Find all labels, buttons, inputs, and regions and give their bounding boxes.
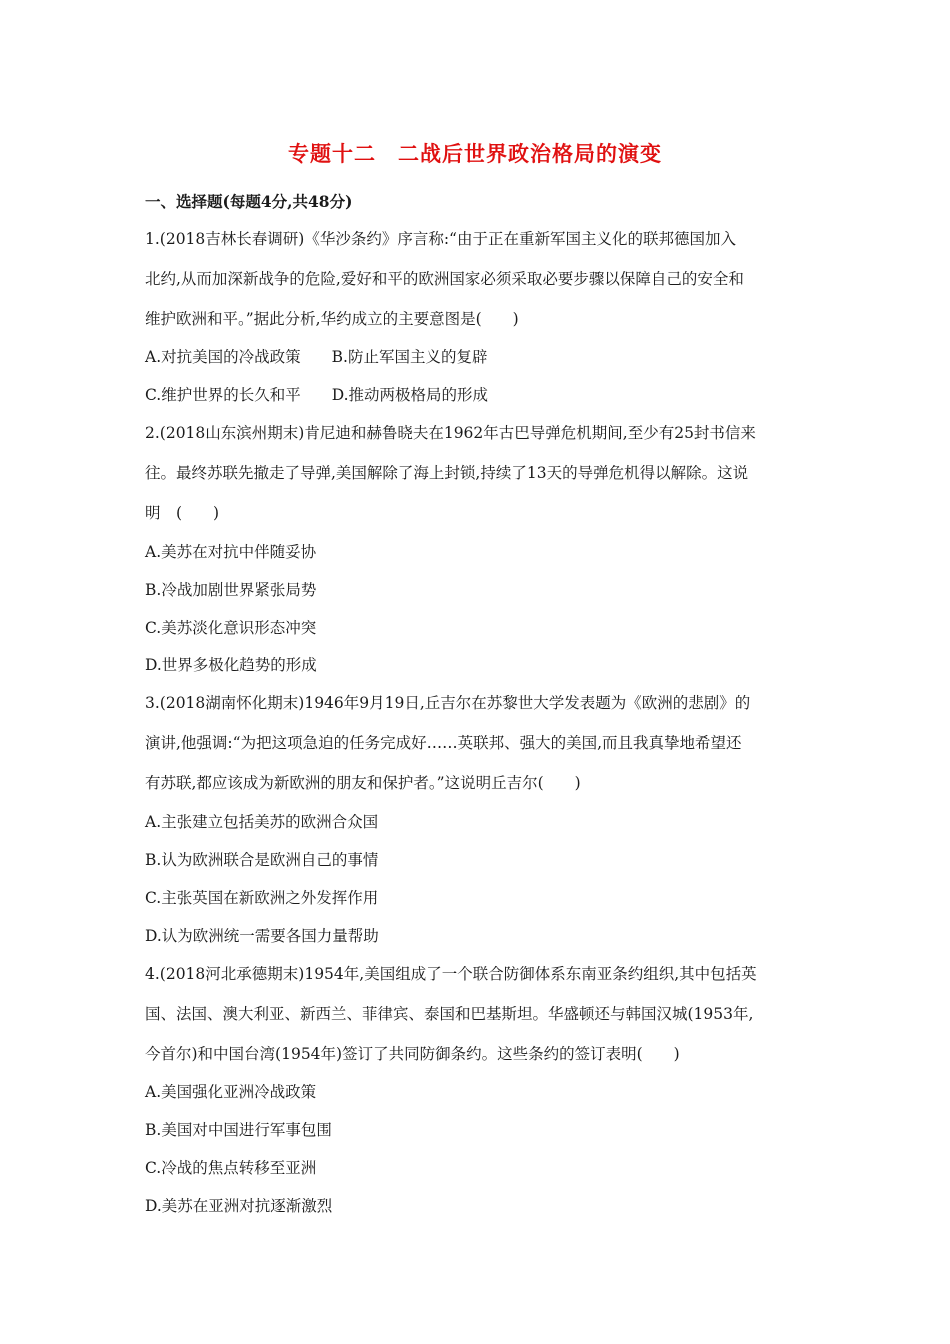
section-heading: 一、选择题(每题4分,共48分) xyxy=(145,192,353,211)
question-1-options-cd: C.维护世界的长久和平 D.推动两极格局的形成 xyxy=(145,386,489,404)
question-2-option-c: C.美苏淡化意识形态冲突 xyxy=(145,619,317,637)
question-2-line-2: 往。最终苏联先撤走了导弹,美国解除了海上封锁,持续了13天的导弹危机得以解除。这说 xyxy=(145,464,749,482)
question-4-line-2: 国、法国、澳大利亚、新西兰、菲律宾、泰国和巴基斯坦。华盛顿还与韩国汉城(1953年, xyxy=(145,1005,754,1023)
question-3-option-a: A.主张建立包括美苏的欧洲合众国 xyxy=(145,813,379,831)
question-2-option-b: B.冷战加剧世界紧张局势 xyxy=(145,581,317,599)
question-4-option-c: C.冷战的焦点转移至亚洲 xyxy=(145,1159,317,1177)
question-1-line-3: 维护欧洲和平。”据此分析,华约成立的主要意图是( ) xyxy=(145,310,519,328)
question-3-option-c: C.主张英国在新欧洲之外发挥作用 xyxy=(145,889,379,907)
question-4-option-b: B.美国对中国进行军事包围 xyxy=(145,1121,332,1139)
question-4-option-d: D.美苏在亚洲对抗逐渐激烈 xyxy=(145,1197,333,1215)
page-title: 专题十二 二战后世界政治格局的演变 xyxy=(288,141,662,166)
question-2-line-1: 2.(2018山东滨州期末)肯尼迪和赫鲁晓夫在1962年古巴导弹危机期间,至少有25封书信来 xyxy=(145,424,756,442)
question-3-option-b: B.认为欧洲联合是欧洲自己的事情 xyxy=(145,851,379,869)
question-4-line-3: 今首尔)和中国台湾(1954年)签订了共同防御条约。这些条约的签订表明( ) xyxy=(145,1045,680,1063)
question-2-option-d: D.世界多极化趋势的形成 xyxy=(145,656,317,674)
question-1-line-1: 1.(2018吉林长春调研)《华沙条约》序言称:“由于正在重新军国主义化的联邦德国加入 xyxy=(145,230,736,248)
question-3-line-1: 3.(2018湖南怀化期末)1946年9月19日,丘吉尔在苏黎世大学发表题为《欧洲的悲剧》的 xyxy=(145,694,751,712)
question-1-line-2: 北约,从而加深新战争的危险,爱好和平的欧洲国家必须采取必要步骤以保障自己的安全和 xyxy=(145,270,744,288)
question-4-option-a: A.美国强化亚洲冷战政策 xyxy=(145,1083,317,1101)
question-3-option-d: D.认为欧洲统一需要各国力量帮助 xyxy=(145,927,379,945)
question-2-option-a: A.美苏在对抗中伴随妥协 xyxy=(145,543,317,561)
question-4-line-1: 4.(2018河北承德期末)1954年,美国组成了一个联合防御体系东南亚条约组织,其中包括英 xyxy=(145,965,757,983)
question-2-line-3: 明 ( ) xyxy=(145,504,220,522)
question-3-line-3: 有苏联,都应该成为新欧洲的朋友和保护者。”这说明丘吉尔( ) xyxy=(145,774,581,792)
question-1-options-ab: A.对抗美国的冷战政策 B.防止军国主义的复辟 xyxy=(145,348,488,366)
question-3-line-2: 演讲,他强调:“为把这项急迫的任务完成好……英联邦、强大的美国,而且我真挚地希望还 xyxy=(145,734,742,752)
